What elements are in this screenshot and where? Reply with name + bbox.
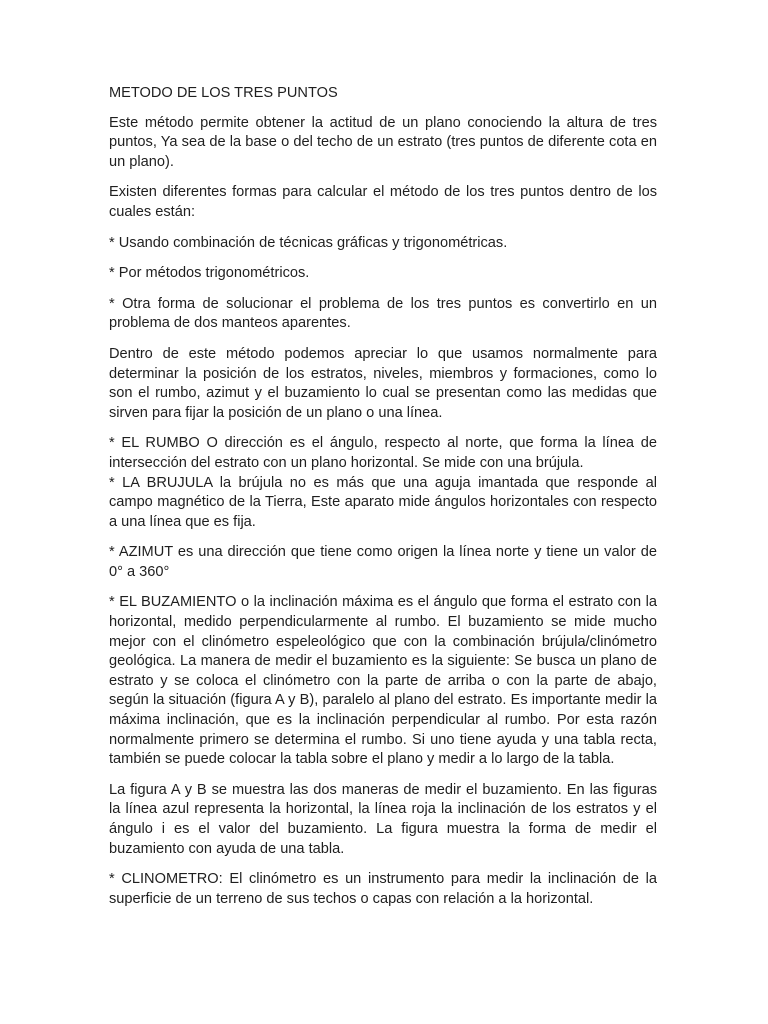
- list-item-apparent-dips: * Otra forma de solucionar el problema de los tres puntos es convertirlo en un problema de dos manteos aparentes.: [109, 295, 657, 332]
- list-item-graphic-trig: * Usando combinación de técnicas gráficas y trigonométricas.: [109, 234, 508, 251]
- document-page: [109, 84, 657, 920]
- paragraph-intro: Este método permite obtener la actitud de un plano conociendo la altura de tres puntos, Ya sea de la base o del techo de un estrato (tres puntos de diferente cota en un plano).: [109, 114, 657, 170]
- paragraph-azimut: * AZIMUT es una dirección que tiene como origen la línea norte y tiene un valor de 0° a 360°: [109, 544, 657, 580]
- paragraph-buzamiento: * EL BUZAMIENTO o la inclinación máxima es el ángulo que forma el estrato con la horizontal, medido perpendicularmente al rumbo. El buzamiento se mide mucho mejor con el clinómetro espeleológico que con la combinación brújula/clinómetro geológica. La manera de medir el buzamiento es la siguiente: Se busca un plano de estrato y se coloca el clinómetro con la parte de arriba o con la parte de abajo, según la situación (figura A y B), paralelo al plano del estrato. Es importante medir la máxima inclinación, que es la inclinación perpendicular al rumbo. Por esta razón normalmente primero se determina el rumbo. Si uno tiene ayuda y una tabla recta, también se puede colocar la tabla sobre el plano y medir a lo largo de la tabla.: [109, 594, 657, 768]
- list-item-trig: * Por métodos trigonométricos.: [109, 265, 310, 282]
- paragraph-forms: Existen diferentes formas para calcular el método de los tres puntos dentro de los cuales están:: [109, 184, 657, 220]
- paragraph-brujula: * LA BRUJULA la brújula no es más que una aguja imantada que responde al campo magnético de la Tierra, Este aparato mide ángulos horizontales con respecto a una línea que es fija.: [109, 474, 657, 530]
- document-title: METODO DE LOS TRES PUNTOS: [109, 85, 338, 101]
- paragraph-method-description: Dentro de este método podemos apreciar lo que usamos normalmente para determinar la posición de los estratos, niveles, miembros y formaciones, como lo son el rumbo, azimut y el buzamiento lo cual se presentan como las medidas que sirven para fijar la posición de un plano o una línea.: [109, 345, 657, 421]
- paragraph-rumbo: * EL RUMBO O dirección es el ángulo, respecto al norte, que forma la línea de intersección del estrato con un plano horizontal. Se mide con una brújula.: [109, 435, 657, 471]
- paragraph-figura: La figura A y B se muestra las dos maneras de medir el buzamiento. En las figuras la línea azul representa la horizontal, la línea roja la inclinación de los estratos y el ángulo i es el valor del buzamiento. La figura muestra la forma de medir el buzamiento con ayuda de una tabla.: [109, 781, 657, 857]
- paragraph-clinometro: * CLINOMETRO: El clinómetro es un instrumento para medir la inclinación de la superficie de un terreno de sus techos o capas con relación a la horizontal.: [109, 871, 657, 907]
